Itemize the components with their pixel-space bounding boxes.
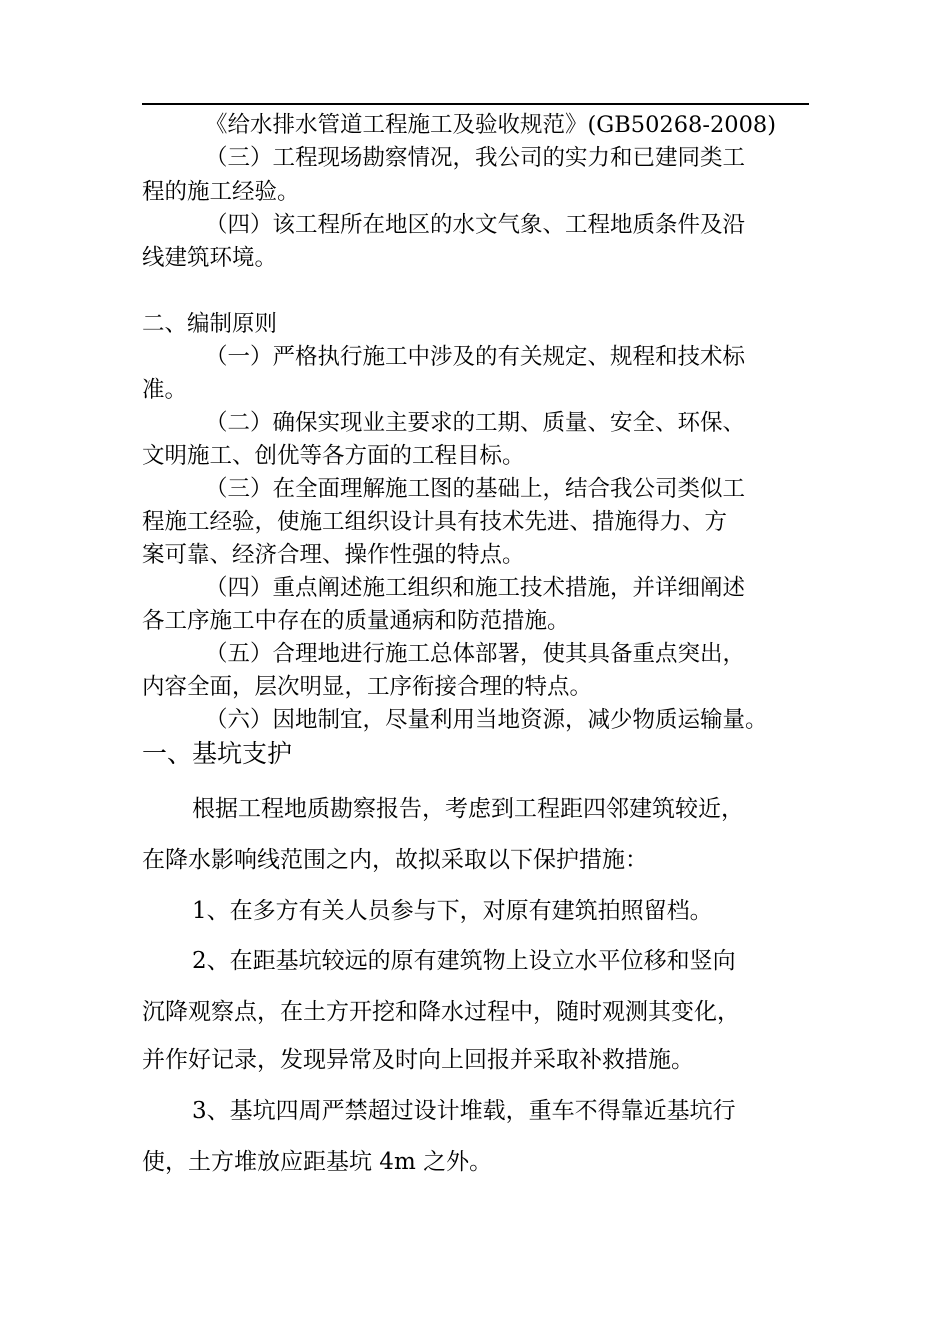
text-line: （二）确保实现业主要求的工期、质量、安全、环保、 — [205, 410, 746, 436]
text-line: （一）严格执行施工中涉及的有关规定、规程和技术标 — [205, 344, 746, 370]
text-line: 根据工程地质勘察报告，考虑到工程距四邻建筑较近， — [192, 796, 744, 822]
text-line: （四）重点阐述施工组织和施工技术措施，并详细阐述 — [205, 575, 746, 601]
text-line: 线建筑环境。 — [142, 245, 278, 271]
text-line: （四）该工程所在地区的水文气象、工程地质条件及沿 — [205, 212, 746, 238]
text-line: 案可靠、经济合理、操作性强的特点。 — [142, 542, 525, 568]
text-line: 文明施工、创优等各方面的工程目标。 — [142, 443, 525, 469]
header-rule — [142, 103, 809, 105]
text-line: 程的施工经验。 — [142, 179, 300, 205]
text-line: 各工序施工中存在的质量通病和防范措施。 — [142, 608, 570, 634]
text-line: 3、基坑四周严禁超过设计堆载，重车不得靠近基坑行 — [192, 1098, 736, 1124]
section-heading: 一、基坑支护 — [142, 739, 293, 768]
text-line: 《给水排水管道工程施工及验收规范》(GB50268-2008) — [205, 112, 777, 138]
text-line: 准。 — [142, 377, 188, 403]
text-line: 在降水影响线范围之内，故拟采取以下保护措施： — [142, 847, 648, 873]
text-line: 2、在距基坑较远的原有建筑物上设立水平位移和竖向 — [192, 948, 736, 974]
text-line: 程施工经验，使施工组织设计具有技术先进、措施得力、方 — [142, 509, 728, 535]
text-line: 使，土方堆放应距基坑 4m 之外。 — [142, 1149, 493, 1175]
text-line: （五）合理地进行施工总体部署，使其具备重点突出， — [205, 641, 746, 667]
text-line: （三）在全面理解施工图的基础上，结合我公司类似工 — [205, 476, 746, 502]
text-line: 沉降观察点，在土方开挖和降水过程中，随时观测其变化， — [142, 999, 740, 1025]
text-line: （三）工程现场勘察情况，我公司的实力和已建同类工 — [205, 145, 746, 171]
text-line: 并作好记录，发现异常及时向上回报并采取补救措施。 — [142, 1047, 694, 1073]
section-heading: 二、编制原则 — [142, 311, 278, 337]
text-line: （六）因地制宜，尽量利用当地资源，减少物质运输量。 — [205, 707, 768, 733]
text-line: 内容全面，层次明显，工序衔接合理的特点。 — [142, 674, 593, 700]
text-line: 1、在多方有关人员参与下，对原有建筑拍照留档。 — [192, 898, 713, 924]
